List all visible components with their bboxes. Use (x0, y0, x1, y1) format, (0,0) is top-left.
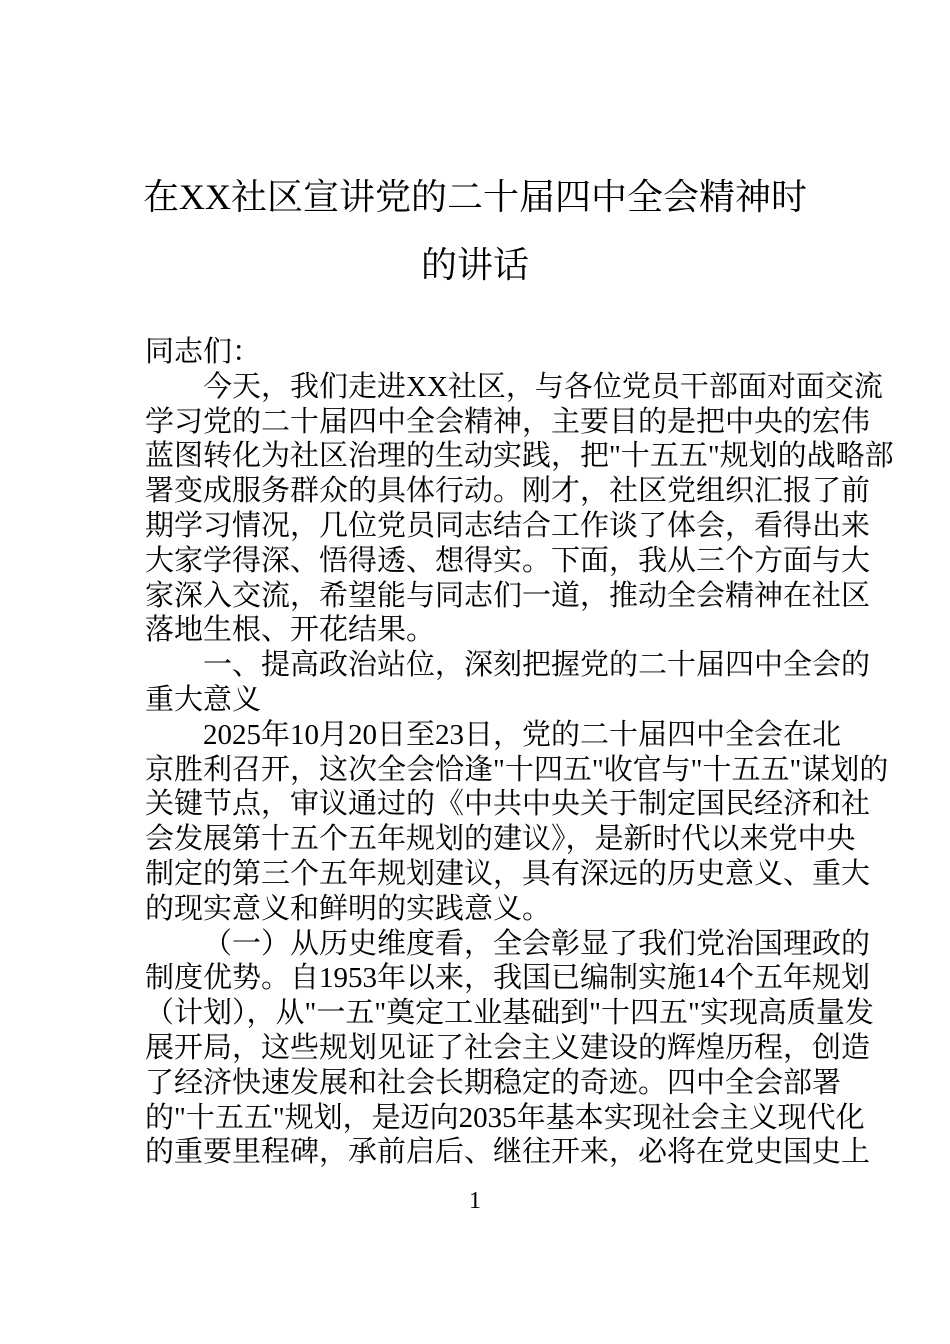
text-line (145, 439, 894, 474)
section-heading (145, 648, 871, 718)
text-segment: 京胜利召开，这次全会恰逢"十四五"收官与"十五五"谋划的 (145, 753, 889, 786)
text-segment: 重大意义 (145, 683, 262, 716)
text-segment: 学习党的二十届四中全会精神，主要目的是把中央的宏伟 (145, 405, 871, 438)
text-segment: 2025年10月20日至23日，党的二十届四中全会在北 (203, 718, 842, 751)
text-line (145, 753, 889, 788)
text-line (145, 613, 806, 648)
text-segment: 家深入交流，希望能与同志们一道，推动全会精神在社区 (145, 579, 871, 612)
text-segment: 的现实意义和鲜明的实践意义。 (145, 892, 552, 925)
text-segment: 的重要里程碑，承前启后、继往开来，必将在党史国史上 (145, 1136, 871, 1169)
document-body (145, 335, 894, 1170)
text-segment: 了经济快速发展和社会长期稳定的奇迹。四中全会部署 (145, 1066, 842, 1099)
text-line (145, 405, 871, 440)
text-line (145, 857, 871, 892)
text-line (145, 892, 806, 927)
text-segment: 刚才，社区党组织汇报了前 (522, 475, 871, 508)
text-line (145, 822, 856, 857)
text-line (145, 474, 871, 509)
document-title-line-2: 的讲话 (420, 245, 529, 285)
text-line (145, 961, 871, 996)
text-segment: 蓝图转化为社区治理的生动实践，把"十五五"规划的战略部 (145, 440, 894, 473)
text-segment: 制定的第三个五年规划建议，具有深远的历史意义、重大 (145, 857, 871, 890)
text-line (145, 683, 806, 718)
text-line (145, 544, 871, 579)
text-line (145, 718, 842, 753)
text-line (145, 927, 871, 962)
page-number: 1 (469, 1188, 481, 1214)
text-segment: 一、提高政治站位，深刻把握党的二十届四中全会的 (203, 649, 871, 682)
text-segment: 展开局，这些规划见证了社会主义建设的辉煌历程，创造 (145, 1031, 871, 1064)
text-line (145, 509, 871, 544)
text-segment: 落地生根、开花结果。 (145, 614, 436, 647)
salutation: 同志们： (145, 336, 262, 368)
text-segment: 今天，我们走进XX社区，与各位党员干部面对面交流 (203, 370, 883, 403)
text-line (145, 579, 871, 614)
text-segment: （一）从历史维度看，全会彰显了我们党治国理政的 (203, 927, 871, 960)
text-line (145, 787, 871, 822)
text-segment: 会发展第十五个五年规划的建议》，是新时代以来党中央 (145, 823, 856, 856)
text-line (145, 1066, 842, 1101)
text-line (145, 1135, 871, 1170)
paragraph (145, 370, 894, 648)
text-segment: 关键节点，审议通过的《中共中央关于制定国民经济和社 (145, 788, 871, 821)
text-line (145, 1101, 865, 1136)
text-segment: 的"十五五"规划，是迈向2035年基本实现社会主义现代化 (145, 1101, 865, 1134)
paragraph (145, 927, 874, 1171)
text-segment: 期学习情况，几位党员同志结合工作谈了体会，看得出来 (145, 509, 871, 542)
text-segment: 制度优势。自1953年以来，我国已编制实施14个五年规划 (145, 962, 871, 995)
text-line (145, 648, 871, 683)
text-segment: 大家学得深、悟得透、想得实。下面，我从三个方面与大 (145, 544, 871, 577)
paragraph (145, 718, 889, 927)
text-segment: （计划），从"一五"奠定工业基础到"十四五"实现高质量发 (145, 997, 874, 1030)
text-line (145, 1031, 871, 1066)
text-line (145, 996, 874, 1031)
document-title-line-1: 在XX社区宣讲党的二十届四中全会精神时 (143, 177, 807, 217)
text-line (145, 370, 883, 405)
text-segment: 署变成服务群众的具体行动。 (145, 475, 523, 508)
